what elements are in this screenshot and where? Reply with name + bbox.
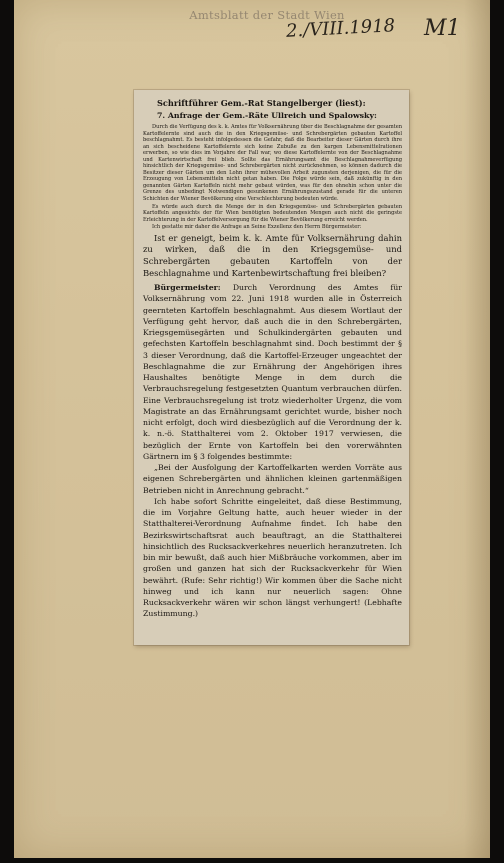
newspaper-clipping [134,90,409,645]
archive-sheet [14,0,490,858]
question-text: Ist er geneigt, beim k. k. Amte für Volksernährung dahin zu wirken, daß die in den Kriegsgemüse- und Schrebergärten gebauten Kartoffeln von der Beschlagnahme und Kartenbewirtschaftung frei bleiben? [143,232,402,278]
motion-paragraph: Es würde auch durch die Menge der in den Kriegsgemüse- und Schrebergärten gebauten Kartoffeln angesichts der für Wien benötigten bedeutenden Mengen auch nicht die geringste Erleichterung in der Kartoffelversorgung für die Wiener Bevölkerung erreicht werden. [143,203,402,223]
motion-paragraph: Durch die Verfügung des k. k. Amtes für Volksernährung über die Beschlagnahme der gesamten Kartoffelernte sind auch die in den Kriegsgemüse- und Schrebergärten gebauten Kartoffel beschlagnahmt. Es besteht infolgedessen die Gefahr, daß die Bearbeiter dieser Gärten durch ihre an sich bescheidene Kartoffelernte sich keine Zubuße zu den kargen Lebensmittelrationen erwerben, so wie dies im Vorjahre der Fall war, wo diese Kartoffelernte von der Beschlagnahme und Kartenwirtschaft frei blieb. Sollte das Ernährungsamt die Beschlagnahmeverfügung hinsichtlich der Kriegsgemüse- und Schrebergärten nicht zurücknehmen, so können dadurch die Besitzer dieser Gärten um den Lohn ihrer mühevollen Arbeit zugunsten derjenigen, die für die Erzeugung von Lebensmitteln nicht getan haben. Die Folge würde sein, daß zukünftig in den genannten Gärten Kartoffeln nicht mehr gebaut würden, was für den ohnehin schon unter die Grenze des unbedingt Notwendigen gesunkenen Ernährungszustand gerade für die unteren Schichten der Wiener Bevölkerung eine Verschlechterung bedeuten würde. [143,124,402,203]
speaker-line: Schriftführer Gem.-Rat Stangelberger (liest): [157,98,366,108]
handwritten-date: 2./VIII.1918 [285,15,396,42]
reply-text: Durch Verordnung des Amtes für Volksernährung vom 22. Juni 1918 wurden alle in Österreich geernteten Kartoffeln beschlagnahmt. Aus diesem Wortlaut der Verfügung geht hervor, daß auch die in den Schrebergärten, Kriegsgemüsegärten und Schulkindergärten gebauten und gefechsten Kartoffeln beschlagnahmt sind. Doch bestimmt der § 3 dieser Verordnung, daß die Kartoffel-Erzeuger ungeachtet der Beschlagnahme die zur Ernährung der Angehörigen ihres Haushaltes benötigte Menge in dem durch die Verbrauchsregelung festgesetzten Quantum verbrauchen dürfen. Eine Verbrauchsregelung ist trotz wiederholter Urgenz, die vom Magistrate an das Ernährungsamt gerichtet wurde, bisher noch nicht erfolgt, doch wird diesbezüglich auf die Verordnung der k. k. n.-ö. Statthalterei vom 2. Oktober 1917 verwiesen, die bezüglich der Ernte von Kartoffeln bei den vorerwähnten Gärtnern im § 3 folgendes bestimmte: [143,283,402,461]
gazette-stamp: Amtsblatt der Stadt Wien [189,8,345,22]
reply-paragraph [143,282,402,462]
handwritten-mark: M1 [424,16,461,41]
motion-title: 7. Anfrage der Gem.-Räte Ullreich und Spalowsky: [157,111,377,120]
closing-paragraph: Ich habe sofort Schritte eingeleitet, daß diese Bestimmung, die im Vorjahre Geltung hatte, auch heuer wieder in der Statthalterei-Verordnung Aufnahme findet. Ich habe den Bezirkswirtschaftsrat auch beauftragt, an die Statthalterei hinsichtlich des Rucksackverkehres neuerlich heranzutreten. Ich bin mir bewußt, daß auch hier Mißbräuche vorkommen, aber im großen und ganzen hat sich der Rucksackverkehr für Wien bewährt. (Rufe: Sehr richtig!) Wir kommen über die Sache nicht hinweg und ich kann nur neuerlich sagen: Ohne Rucksackverkehr wären wir schon längst verhungert! (Lebhafte Zustimmung.) [143,496,402,619]
motion-paragraph: Ich gestatte mir daher die Anfrage an Seine Exzellenz den Herrn Bürgermeister: [152,224,362,231]
quoted-regulation: „Bei der Ausfolgung der Kartoffelkarten werden Vorräte aus eigenen Schrebergärten und ähnlichen kleinen gartenmäßigen Betrieben nicht in Anrechnung gebracht.“ [143,463,402,495]
reply-speaker: Bürgermeister: [154,283,221,293]
